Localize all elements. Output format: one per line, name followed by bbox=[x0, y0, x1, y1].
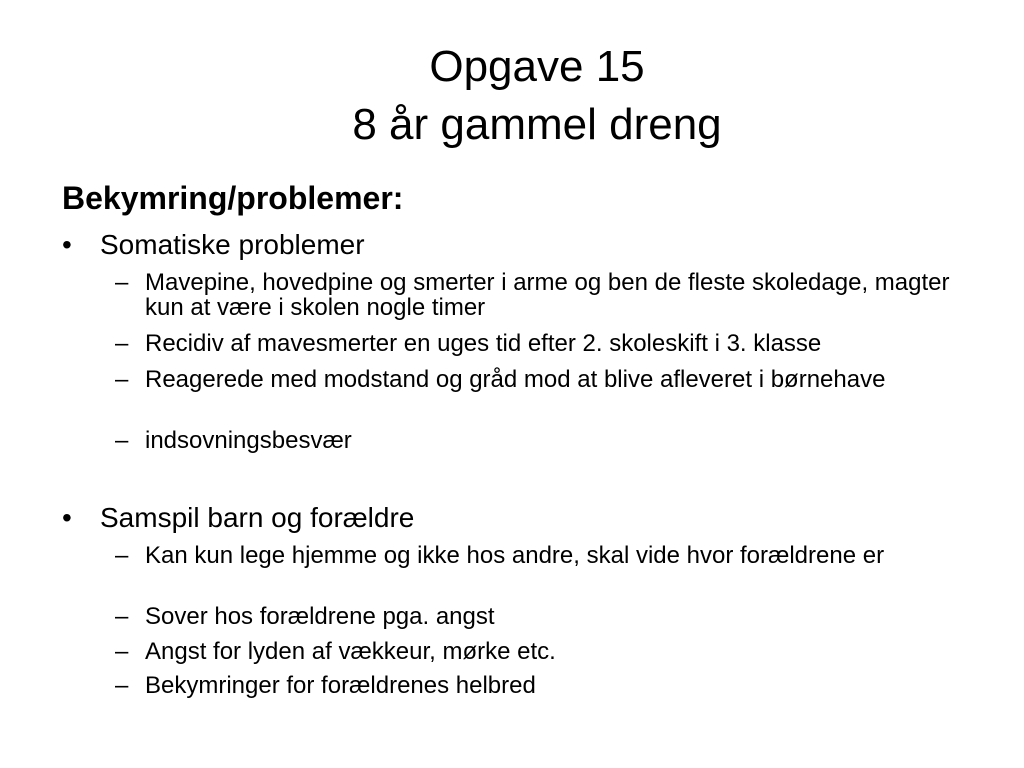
dash-marker: – bbox=[115, 672, 129, 699]
dash-marker: – bbox=[115, 603, 129, 630]
list-item-text: Recidiv af mavesmerter en uges tid efter 2. skoleskift i 3. klasse bbox=[145, 330, 822, 357]
list-item bbox=[115, 639, 975, 664]
bullet-label: Samspil barn og forældre bbox=[100, 502, 415, 533]
list-item bbox=[115, 331, 975, 356]
list-item-text: Bekymringer for forældrenes helbred bbox=[145, 672, 536, 699]
list-item bbox=[115, 673, 975, 698]
dash-marker: – bbox=[115, 638, 129, 665]
dash-marker: – bbox=[115, 330, 129, 357]
title-line-2: 8 år gammel dreng bbox=[352, 100, 722, 149]
title-line-1: Opgave 15 bbox=[429, 42, 645, 91]
list-item-text: indsovningsbesvær bbox=[145, 427, 352, 454]
list-item bbox=[115, 428, 975, 453]
section-heading: Bekymring/problemer: bbox=[62, 180, 404, 216]
dash-marker: – bbox=[115, 427, 129, 454]
list-item-text: Kan kun lege hjemme og ikke hos andre, skal vide hvor forældrene er bbox=[145, 542, 885, 569]
slide-title bbox=[50, 38, 1024, 154]
bullet-label: Somatiske problemer bbox=[100, 229, 365, 260]
list-item-text: Sover hos forældrene pga. angst bbox=[145, 603, 495, 630]
list-item bbox=[115, 604, 975, 629]
list-item bbox=[115, 270, 975, 320]
bullet-dot: • bbox=[62, 229, 72, 260]
dash-marker: – bbox=[115, 366, 129, 393]
list-item-text: Reagerede med modstand og gråd mod at blive afleveret i børnehave bbox=[145, 366, 886, 393]
list-item bbox=[115, 543, 975, 568]
bullet-dot: • bbox=[62, 502, 72, 533]
list-item bbox=[115, 367, 975, 392]
dash-marker: – bbox=[115, 542, 129, 569]
list-item-text: Angst for lyden af vækkeur, mørke etc. bbox=[145, 638, 556, 665]
list-item-text: Mavepine, hovedpine og smerter i arme og ben de fleste skoledage, magter kun at være i skolen nogle timer bbox=[145, 269, 950, 321]
dash-marker: – bbox=[115, 269, 129, 296]
